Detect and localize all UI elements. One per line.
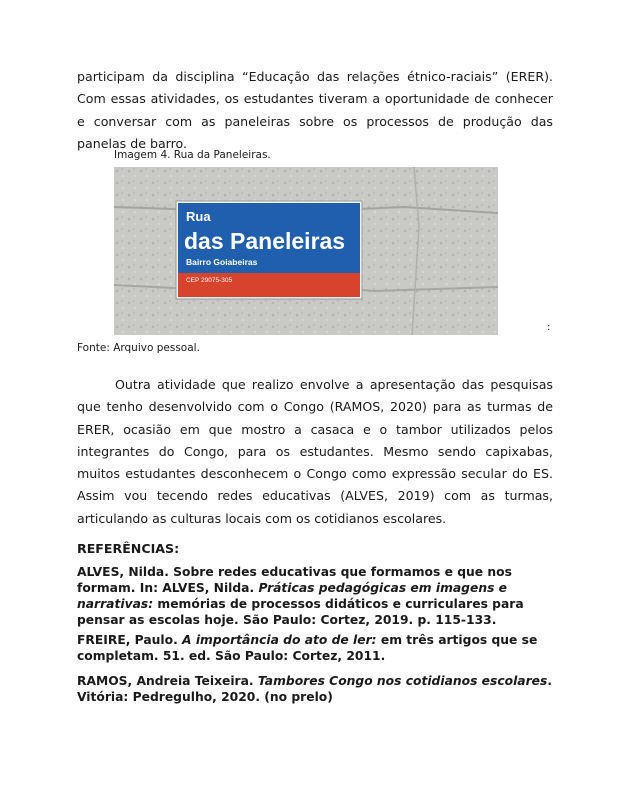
reference-item xyxy=(77,632,553,664)
sign-line-street: das Paneleiras xyxy=(184,228,346,254)
reference-text: . Vitória: Pedregulho, 2020. (no prelo) xyxy=(77,674,552,704)
reference-title: Práticas pedagógicas em imagens e narrativas: xyxy=(77,581,508,611)
trailing-mark: : xyxy=(547,322,551,333)
reference-text: RAMOS, Andreia Teixeira. xyxy=(77,674,258,688)
reference-text: memórias de processos didáticos e curriculares para pensar as escolas hoje. São Paulo: Cortez, 2019. p. 115-133. xyxy=(77,597,524,627)
reference-title: Tambores Congo nos cotidianos escolares xyxy=(257,674,548,688)
reference-item xyxy=(77,673,553,705)
figure-caption: Imagem 4. Rua da Paneleiras. xyxy=(114,149,271,161)
reference-text: em três artigos que se completam. 51. ed. São Paulo: Cortez, 2011. xyxy=(77,633,538,663)
reference-text: FREIRE, Paulo. xyxy=(77,633,183,647)
reference-text: ALVES, Nilda. Sobre redes educativas que formamos e que nos formam. In: ALVES, Nilda. xyxy=(77,565,512,595)
figure-source: Fonte: Arquivo pessoal. xyxy=(77,342,200,354)
intro-paragraph: participam da disciplina “Educação das relações étnico-raciais” (ERER). Com essas atividades, os estudantes tiveram a oportunidade de conhecer e conversar com as paneleiras sobre os processos de produção das panelas de barro. xyxy=(77,69,553,151)
street-sign-photo xyxy=(114,167,498,335)
reference-title: A importância do ato de ler: xyxy=(182,633,377,647)
sign-line-district: Bairro Goiabeiras xyxy=(186,257,258,267)
sign-line-cep: CEP 29075-305 xyxy=(186,277,233,284)
body-paragraph: Outra atividade que realizo envolve a apresentação das pesquisas que tenho desenvolvido com o Congo (RAMOS, 2020) para as turmas de ERER, ocasião em que mostro a casaca e o tambor utilizados pelos integrantes do Congo, para os estudantes. Mesmo sendo capixabas, muitos estudantes desconhecem o Congo como expressão secular do ES. Assim vou tecendo redes educativas (ALVES, 2019) com as turmas, articulando as culturas locais com os cotidianos escolares. xyxy=(77,377,553,526)
sign-line-rua: Rua xyxy=(186,209,211,224)
reference-item xyxy=(77,564,553,628)
references-heading: REFERÊNCIAS: xyxy=(77,541,180,556)
